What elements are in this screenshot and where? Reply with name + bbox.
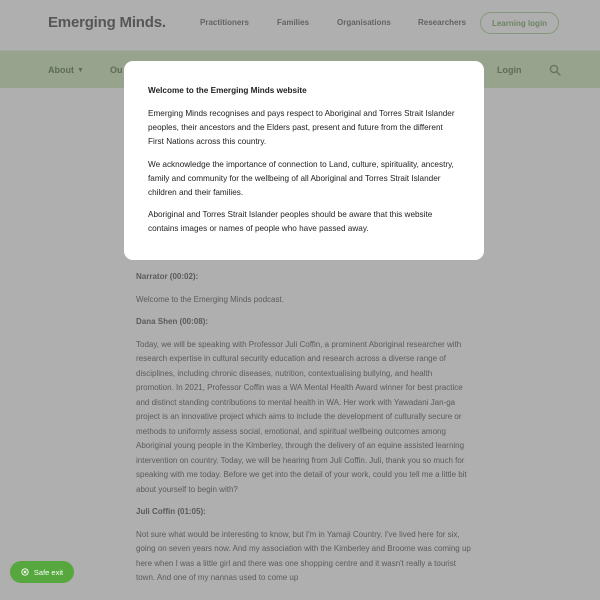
modal-title: Welcome to the Emerging Minds website	[148, 86, 307, 95]
modal-paragraph: We acknowledge the importance of connection to Land, culture, spirituality, ancestry, family and community for the wellbeing of all Aboriginal and Torres Strait Islander children and their families.	[148, 159, 454, 198]
modal-paragraph: Emerging Minds recognises and pays respect to Aboriginal and Torres Strait Islander peoples, their ancestors and the Elders past, present and future from the different First Nations across this country.	[148, 109, 455, 147]
modal-paragraph: Aboriginal and Torres Strait Islander peoples should be aware that this website contains images or names of people who have passed away.	[148, 210, 433, 234]
welcome-modal	[124, 61, 484, 260]
safe-exit-button[interactable]	[10, 561, 74, 583]
exit-icon	[21, 568, 29, 576]
safe-exit-label: Safe exit	[33, 567, 64, 577]
